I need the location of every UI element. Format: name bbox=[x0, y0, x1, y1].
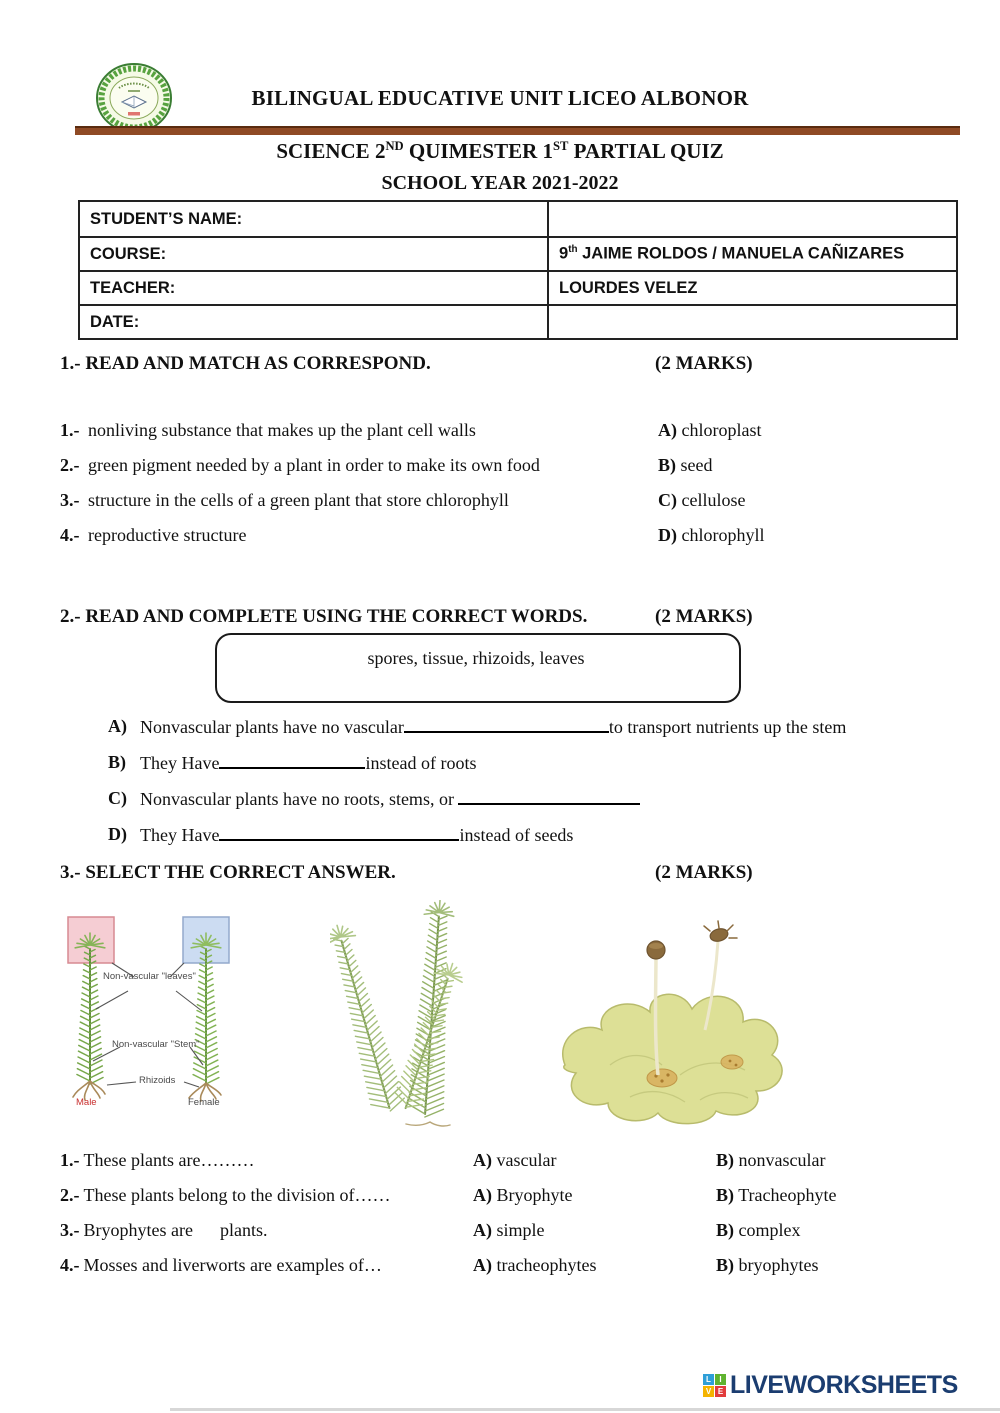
option-text: nonvascular bbox=[738, 1150, 826, 1170]
option-letter: A) bbox=[658, 420, 677, 440]
line-text bbox=[140, 824, 573, 846]
quiz-title-sup: ND bbox=[385, 139, 404, 153]
school-year: SCHOOL YEAR 2021-2022 bbox=[381, 172, 619, 194]
question-row bbox=[0, 1220, 1000, 1246]
fill-blank[interactable] bbox=[458, 788, 640, 805]
match-option[interactable] bbox=[658, 420, 761, 441]
diagram-label-male: Male bbox=[76, 1097, 97, 1108]
header-rule bbox=[75, 126, 960, 135]
line-pre: Nonvascular plants have no roots, stems, or bbox=[140, 789, 459, 809]
course-value bbox=[548, 237, 957, 271]
question-num: 4.- bbox=[60, 1255, 80, 1275]
question-row bbox=[0, 1255, 1000, 1281]
question-num: 3.- bbox=[60, 1220, 80, 1240]
option-letter: A) bbox=[473, 1185, 492, 1205]
match-text: nonliving substance that makes up the plant cell walls bbox=[88, 420, 476, 440]
liveworksheets-logo bbox=[703, 1371, 958, 1400]
question-text bbox=[60, 1255, 382, 1276]
fill-line bbox=[0, 824, 1000, 852]
question-num: 2.- bbox=[60, 1185, 80, 1205]
answer-option-a[interactable] bbox=[473, 1220, 545, 1241]
question-row bbox=[0, 1150, 1000, 1176]
line-text bbox=[140, 788, 640, 810]
liveworksheets-tiles-icon bbox=[703, 1374, 726, 1397]
answer-option-a[interactable] bbox=[473, 1255, 596, 1276]
section1-heading: 1.- READ AND MATCH AS CORRESPOND. bbox=[60, 353, 431, 374]
line-letter: C) bbox=[108, 788, 127, 808]
line-text bbox=[140, 716, 846, 738]
diagram-label-stem: Non-vascular "Stem" bbox=[112, 1039, 200, 1050]
line-post: instead of roots bbox=[365, 753, 477, 773]
match-num: 2.- bbox=[60, 455, 80, 475]
line-pre: They Have bbox=[140, 825, 220, 845]
option-letter: B) bbox=[658, 455, 676, 475]
fill-line bbox=[0, 716, 1000, 744]
question-body: Mosses and liverworts are examples of… bbox=[83, 1255, 382, 1275]
line-pre: Nonvascular plants have no vascular bbox=[140, 717, 404, 737]
table-row bbox=[79, 201, 957, 237]
teacher-label: TEACHER: bbox=[79, 271, 548, 305]
diagram-label-female: Female bbox=[188, 1097, 220, 1108]
option-text: Tracheophyte bbox=[738, 1185, 837, 1205]
section2-marks: (2 MARKS) bbox=[655, 606, 753, 627]
fill-line bbox=[0, 788, 1000, 816]
section1-marks: (2 MARKS) bbox=[655, 353, 753, 374]
option-letter: B) bbox=[716, 1255, 734, 1275]
option-text: simple bbox=[496, 1220, 545, 1240]
course-value-sup: th bbox=[568, 244, 578, 256]
option-text: chlorophyll bbox=[681, 525, 765, 545]
match-option[interactable] bbox=[658, 490, 745, 511]
hornwort-stem bbox=[330, 921, 407, 1116]
line-pre: They Have bbox=[140, 753, 220, 773]
hornwort-stem bbox=[392, 959, 467, 1113]
section2-heading: 2.- READ AND COMPLETE USING THE CORRECT WORDS. bbox=[60, 606, 588, 627]
tile-letter: I bbox=[715, 1374, 726, 1385]
student-name-value[interactable] bbox=[548, 201, 957, 237]
option-letter: C) bbox=[658, 490, 677, 510]
course-label: COURSE: bbox=[79, 237, 548, 271]
option-letter: A) bbox=[473, 1150, 492, 1170]
line-letter: A) bbox=[108, 716, 127, 736]
match-row bbox=[0, 455, 1000, 481]
question-body: These plants belong to the division of…… bbox=[83, 1185, 391, 1205]
match-row bbox=[0, 525, 1000, 551]
answer-option-b[interactable] bbox=[716, 1150, 825, 1171]
course-value-part: 9 bbox=[559, 244, 569, 263]
answer-option-b[interactable] bbox=[716, 1220, 800, 1241]
table-row bbox=[79, 305, 957, 339]
fill-line bbox=[0, 752, 1000, 780]
match-row bbox=[0, 490, 1000, 516]
liveworksheets-brand-text: LIVEWORKSHEETS bbox=[730, 1371, 958, 1399]
option-text: vascular bbox=[496, 1150, 557, 1170]
question-body: These plants are……… bbox=[83, 1150, 255, 1170]
fill-blank[interactable] bbox=[219, 824, 459, 841]
option-letter: D) bbox=[658, 525, 677, 545]
quiz-title-part: PARTIAL QUIZ bbox=[568, 139, 724, 163]
line-letter: D) bbox=[108, 824, 127, 844]
quiz-title-sup: ST bbox=[553, 139, 569, 153]
option-text: complex bbox=[738, 1220, 801, 1240]
hornwort-plant-figure bbox=[330, 900, 515, 1128]
match-num: 3.- bbox=[60, 490, 80, 510]
fill-blank[interactable] bbox=[404, 716, 609, 733]
tile-letter: L bbox=[703, 1374, 714, 1385]
line-post: instead of seeds bbox=[459, 825, 574, 845]
match-option[interactable] bbox=[658, 525, 765, 546]
quiz-title bbox=[0, 139, 1000, 164]
option-text: seed bbox=[680, 455, 713, 475]
question-text bbox=[60, 1150, 254, 1171]
match-text: reproductive structure bbox=[88, 525, 247, 545]
match-num: 1.- bbox=[60, 420, 80, 440]
answer-option-b[interactable] bbox=[716, 1255, 819, 1276]
question-num: 1.- bbox=[60, 1150, 80, 1170]
option-text: chloroplast bbox=[681, 420, 762, 440]
match-option[interactable] bbox=[658, 455, 712, 476]
option-letter: A) bbox=[473, 1220, 492, 1240]
match-text: structure in the cells of a green plant that store chlorophyll bbox=[88, 490, 509, 510]
line-text bbox=[140, 752, 476, 774]
word-bank-words: spores, tissue, rhizoids, leaves bbox=[367, 648, 585, 668]
option-letter: B) bbox=[716, 1220, 734, 1240]
match-text: green pigment needed by a plant in order to make its own food bbox=[88, 455, 540, 475]
option-text: tracheophytes bbox=[496, 1255, 597, 1275]
course-value-part: JAIME ROLDOS / MANUELA CAÑIZARES bbox=[577, 244, 905, 263]
answer-option-b[interactable] bbox=[716, 1185, 837, 1206]
option-letter: B) bbox=[716, 1150, 734, 1170]
question-row bbox=[0, 1185, 1000, 1211]
question-text bbox=[60, 1220, 267, 1241]
line-post: to transport nutrients up the stem bbox=[608, 717, 847, 737]
moss-diagram-figure bbox=[60, 905, 320, 1120]
table-row bbox=[79, 271, 957, 305]
teacher-value: LOURDES VELEZ bbox=[548, 271, 957, 305]
option-text: bryophytes bbox=[738, 1255, 819, 1275]
cut-off-text-line bbox=[170, 1408, 1000, 1411]
match-row bbox=[0, 420, 1000, 446]
line-letter: B) bbox=[108, 752, 126, 772]
quiz-title-part: SCIENCE 2 bbox=[276, 139, 386, 163]
diagram-label-rhizoids: Rhizoids bbox=[139, 1075, 176, 1086]
match-num: 4.- bbox=[60, 525, 80, 545]
question-body: Bryophytes are plants. bbox=[83, 1220, 268, 1240]
option-letter: B) bbox=[716, 1185, 734, 1205]
tile-letter: V bbox=[703, 1386, 714, 1397]
student-info-table bbox=[78, 200, 958, 340]
answer-option-a[interactable] bbox=[473, 1185, 573, 1206]
table-row bbox=[79, 237, 957, 271]
tile-letter: E bbox=[715, 1386, 726, 1397]
liverwort-figure bbox=[550, 915, 800, 1125]
fill-blank[interactable] bbox=[219, 752, 365, 769]
option-text: Bryophyte bbox=[496, 1185, 573, 1205]
option-text: cellulose bbox=[681, 490, 746, 510]
student-name-label: STUDENT’S NAME: bbox=[79, 201, 548, 237]
quiz-title-part: QUIMESTER 1 bbox=[403, 139, 554, 163]
school-name: BILINGUAL EDUCATIVE UNIT LICEO ALBONOR bbox=[251, 86, 749, 110]
section3-heading: 3.- SELECT THE CORRECT ANSWER. bbox=[60, 862, 396, 883]
diagram-label-leaves: Non-vascular "leaves" bbox=[103, 971, 196, 982]
section3-marks: (2 MARKS) bbox=[655, 862, 753, 883]
answer-option-a[interactable] bbox=[473, 1150, 556, 1171]
question-text bbox=[60, 1185, 390, 1206]
date-label: DATE: bbox=[79, 305, 548, 339]
option-letter: A) bbox=[473, 1255, 492, 1275]
date-value[interactable] bbox=[548, 305, 957, 339]
